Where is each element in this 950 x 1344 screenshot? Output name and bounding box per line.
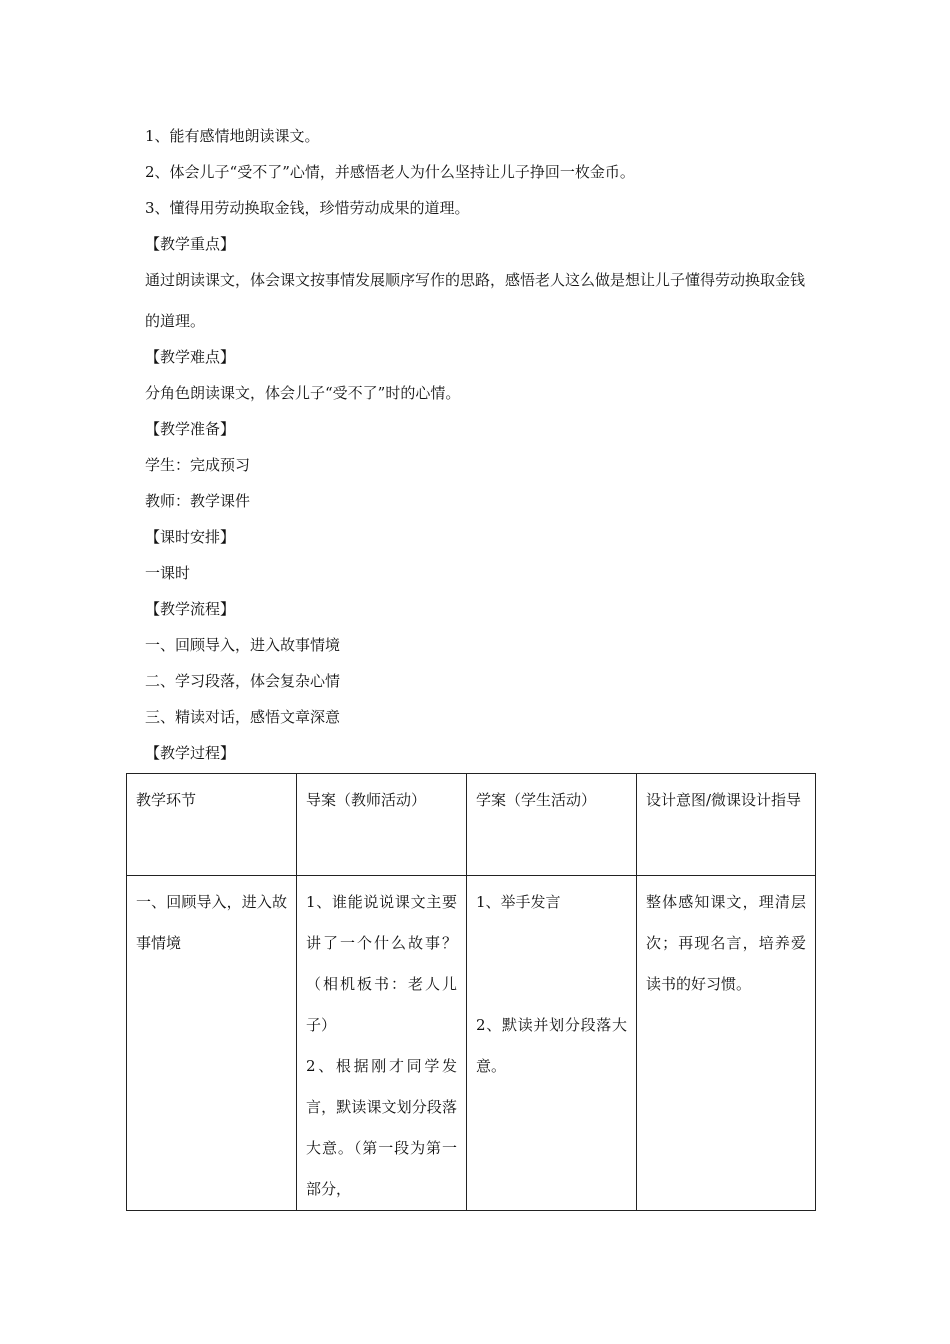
design-intent-text: 整体感知课文，理清层次；再现名言，培养爱读书的好习惯。 — [646, 893, 806, 993]
spacer — [476, 923, 627, 1005]
objective-2: 2、体会儿子“受不了”心情，并感悟老人为什么坚持让儿子挣回一枚金币。 — [145, 163, 635, 181]
table-header-row — [127, 774, 816, 876]
preparation-students: 学生：完成预习 — [145, 456, 251, 474]
teacher-activity-cell — [297, 876, 467, 1211]
objective-3: 3、懂得用劳动换取金钱，珍惜劳动成果的道理。 — [145, 199, 470, 217]
stage-cell — [127, 876, 297, 1211]
flow-item-3: 三、精读对话，感悟文章深意 — [145, 708, 341, 726]
student-activity-2: 2、默读并划分段落大意。 — [476, 1016, 627, 1075]
preparation-heading: 【教学准备】 — [145, 420, 236, 438]
difficulties-heading: 【教学难点】 — [145, 348, 236, 366]
flow-item-2: 二、学习段落，体会复杂心情 — [145, 672, 341, 690]
student-activity-cell — [467, 876, 637, 1211]
teacher-activity-2: 2、根据刚才同学发言，默读课文划分段落大意。（第一段为第一部分， — [306, 1057, 457, 1198]
schedule-heading: 【课时安排】 — [145, 528, 236, 546]
column-header: 教学环节 — [127, 774, 297, 876]
column-header: 导案（教师活动） — [297, 774, 467, 876]
table-row — [127, 876, 816, 1211]
column-header: 学案（学生活动） — [467, 774, 637, 876]
flow-item-1: 一、回顾导入，进入故事情境 — [145, 636, 341, 654]
design-intent-cell — [637, 876, 816, 1211]
process-table — [126, 773, 816, 1211]
objective-1: 1、能有感情地朗读课文。 — [145, 127, 320, 145]
schedule-text: 一课时 — [145, 564, 191, 582]
student-activity-1: 1、举手发言 — [476, 893, 561, 911]
column-header: 设计意图/微课设计指导 — [637, 774, 816, 876]
preparation-teacher: 教师：教学课件 — [145, 492, 251, 510]
flow-heading: 【教学流程】 — [145, 600, 236, 618]
difficulties-text: 分角色朗读课文，体会儿子“受不了”时的心情。 — [145, 384, 461, 402]
key-points-text: 通过朗读课文，体会课文按事情发展顺序写作的思路，感悟老人这么做是想让儿子懂得劳动换取金钱的道理。 — [145, 271, 806, 330]
key-points-heading: 【教学重点】 — [145, 235, 236, 253]
stage-text: 一、回顾导入，进入故事情境 — [136, 893, 287, 952]
process-heading: 【教学过程】 — [145, 744, 236, 762]
teacher-activity-1: 1、谁能说说课文主要讲了一个什么故事？（相机板书：老人儿子） — [306, 893, 457, 1034]
